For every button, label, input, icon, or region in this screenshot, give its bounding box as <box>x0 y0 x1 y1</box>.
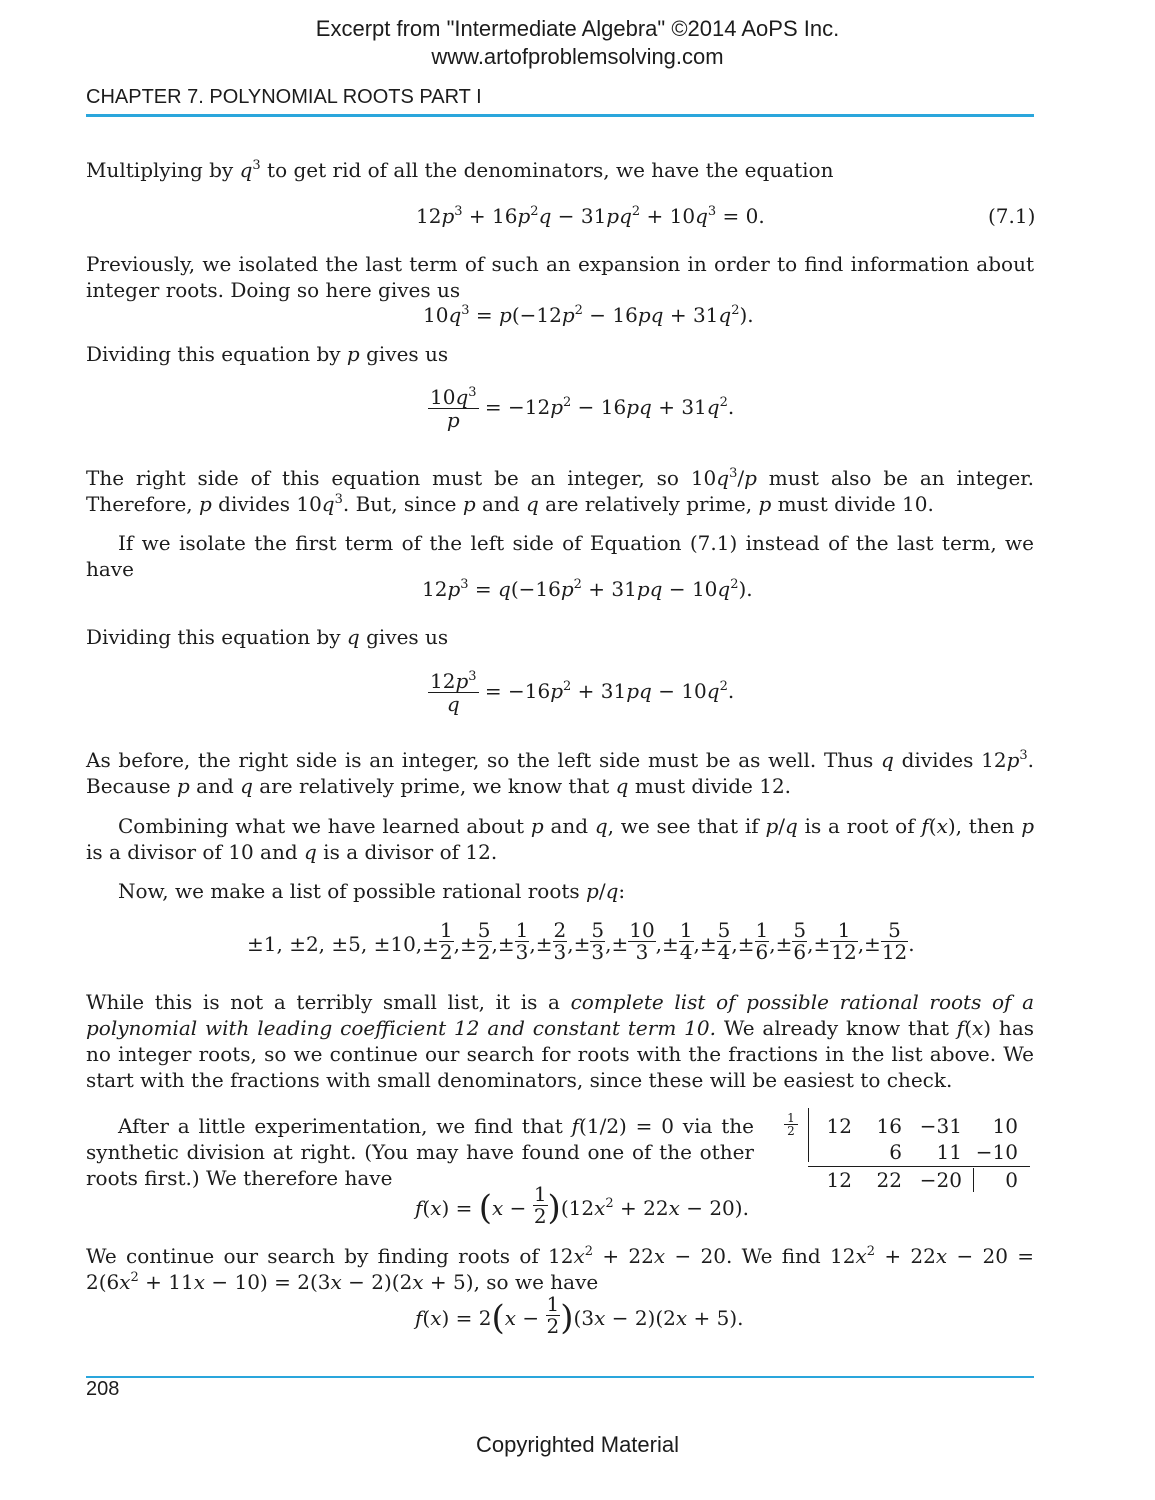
equation-divide-by-q: $\frac{12p^3}{q}$ = $-16p^2 + 31pq - 10q^2$. <box>430 669 735 716</box>
paragraph-while: While this is not a terribly small list, it is a complete list of possible rational roots of a polynomial with leading coefficient 12 and constant term 10. We already know that f(x) has no integer roots, so we continue our search for roots with the fractions in the list above. We start with the fractions with small denominators, since these will be easiest to check. <box>86 990 1035 1092</box>
equation-divide-by-p: $\frac{10q^3}{p}$ = $-12p^2 - 16pq + 31q^2$. <box>430 385 735 432</box>
candidate-root-fraction: $\frac{1}{4}$ <box>679 918 693 964</box>
candidate-root-fraction: $\frac{1}{3}$ <box>515 918 529 964</box>
paragraph-multiplying: Multiplying by $q^3$ to get rid of all the denominators, we have the equation <box>86 158 834 182</box>
synthetic-divisor: 1 2 <box>784 1112 798 1137</box>
candidate-root-fraction: $\frac{2}{3}$ <box>553 918 567 964</box>
paragraph-continue: We continue our search by finding roots of $12x^2 + 22x - 20$. We find $12x^2 + 22x - 20 = 2(6x^2 + 11x - 10) = 2(3x - 2)(2x + 5)$, so we have <box>86 1244 1035 1294</box>
paragraph-right-side: The right side of this equation must be an integer, so $10q^3/p$ must also be an integer. Therefore, p divides $10q^3$. But, since p and q are relatively prime, p must divide 10. <box>86 466 1035 516</box>
synthetic-cell: 0 <box>1005 1168 1018 1192</box>
candidate-root-fraction: $\frac{1}{12}$ <box>831 918 857 964</box>
paragraph-previously: Previously, we isolated the last term of such an expansion in order to find information about integer roots. Doing so here gives us <box>86 252 1034 302</box>
paragraph-list-intro: Now, we make a list of possible rational roots p/q: <box>118 879 626 903</box>
candidate-root-fraction: $\frac{1}{2}$ <box>439 918 453 964</box>
equation-number: (7.1) <box>988 204 1036 228</box>
website-url: www.artofproblemsolving.com <box>431 44 724 69</box>
synthetic-cell: 10 <box>992 1114 1018 1138</box>
equation-full-factor: f(x) = 2(x − $\frac{1}{2}$ )(3x − 2)(2x + 5). <box>415 1292 744 1338</box>
candidate-root-fraction: $\frac{5}{6}$ <box>793 918 807 964</box>
page-number: 208 <box>86 1378 120 1400</box>
synthetic-cell: −10 <box>975 1140 1018 1164</box>
candidate-root-fraction: $\frac{5}{2}$ <box>477 918 491 964</box>
synthetic-cell: 12 <box>826 1114 852 1138</box>
paragraph-dividing-p: Dividing this equation by p gives us <box>86 342 449 366</box>
candidate-root-fraction: $\frac{5}{3}$ <box>591 918 605 964</box>
synthetic-cell: −20 <box>919 1168 962 1192</box>
excerpt-title: Excerpt from "Intermediate Algebra" ©2014 AoPS Inc. <box>315 16 840 41</box>
paragraph-combining: Combining what we have learned about p and q, we see that if p/q is a root of f(x), then p is a divisor of 10 and q is a divisor of 12. <box>86 814 1035 864</box>
copyright-notice: Copyrighted Material <box>476 1432 679 1457</box>
chapter-heading: CHAPTER 7. POLYNOMIAL ROOTS PART I <box>86 86 482 108</box>
synthetic-horizontal-rule <box>808 1166 1030 1167</box>
synthetic-cell: 11 <box>936 1140 962 1164</box>
equation-isolate-first: $12p^3 = q(-16p^2 + 31pq - 10q^2)$. <box>422 577 753 601</box>
paragraph-dividing-q: Dividing this equation by q gives us <box>86 625 449 649</box>
paragraph-experimentation: After a little experimentation, we find that f(1/2) = 0 via the synthetic division at right. (You may have found one of the other roots first.) We therefore have <box>86 1114 754 1190</box>
rational-roots-list: ±1, ±2, ±5, ±10,± $\frac{1}{2}$ ,± $\frac{5}{2}$ ,± $\frac{1}{3}$ ,± $\frac{2}{3}$ ,± $\frac{5}{3}$ ,± $\frac{10}{3}$ ,± $\frac{1}{4}$ ,± $\frac{5}{4}$ ,± $\frac{1}{6}$ ,± $\frac{5}{6}$ ,± $\frac{1}{12}$ ,± $\frac{5}{12}$ . <box>247 918 915 964</box>
candidate-root-fraction: $\frac{5}{4}$ <box>717 918 731 964</box>
synthetic-cell: 12 <box>826 1168 852 1192</box>
candidate-root-fraction: $\frac{5}{12}$ <box>881 918 908 964</box>
equation-first-factor: f(x) = (x − $\frac{1}{2}$ )$(12x^2 + 22x - 20)$. <box>415 1182 749 1228</box>
header-rule <box>86 114 1034 117</box>
paragraph-isolate-first: If we isolate the first term of the left side of Equation (7.1) instead of the last term, we have <box>86 531 1034 581</box>
equation-isolate-last: $10q^3 = p(-12p^2 - 16pq + 31q^2)$. <box>423 303 754 327</box>
candidate-root-fraction: $\frac{1}{6}$ <box>755 918 769 964</box>
synthetic-cell: 16 <box>876 1114 902 1138</box>
footer-rule <box>86 1376 1034 1378</box>
paragraph-as-before: As before, the right side is an integer, so the left side must be as well. Thus q divides $12p^3$. Because p and q are relatively prime, we know that q must divide 12. <box>86 748 1035 798</box>
equation-7-1: $12p^3 + 16p^2q - 31pq^2 + 10q^3 = 0$. <box>416 204 765 228</box>
synthetic-cell: 22 <box>876 1168 902 1192</box>
synthetic-cell: −31 <box>919 1114 962 1138</box>
candidate-root-fraction: $\frac{10}{3}$ <box>629 918 655 964</box>
synthetic-cell: 6 <box>889 1140 902 1164</box>
